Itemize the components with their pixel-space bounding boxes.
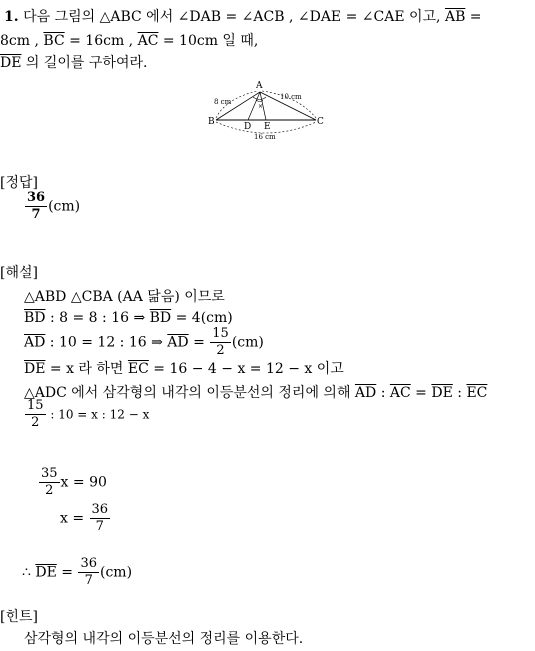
triangle-figure	[200, 78, 330, 146]
svg-text:×: ×	[258, 103, 264, 110]
bc-value: = 16cm ,	[64, 33, 134, 49]
problem-line-2: 8cm , $\overline{BC} = 16cm$ , $\overline{AC} = 10cm$ 일 때,	[0, 33, 259, 49]
equals: =	[465, 9, 482, 25]
side-ab	[216, 92, 260, 120]
hint-heading: [힌트]	[0, 609, 38, 625]
hint-text: 삼각형의 내각의 이등분선의 정리를 이용한다.	[24, 631, 304, 647]
solution-heading: [해설]	[0, 265, 38, 281]
problem-question: 의 길이를 구하여라.	[21, 55, 148, 71]
solution-step-1: △ABD △CBA (AA 닮음) 이므로	[24, 289, 225, 305]
segment-bd-2: $\overline{BD}$	[149, 310, 172, 326]
solution-step-7: $\frac{35}{2}$ x = 90	[41, 466, 107, 498]
ab-value: 8cm	[0, 33, 31, 49]
segment-ad-2: $\overline{AD}$	[167, 334, 189, 351]
solution-step-5: △ADC 에서 삼각형의 내각의 이등분선의 정리에 의해 $\overline{AD}$ : $\overline{AC} = \overline{DE}$ : $\overline{EC}$	[24, 385, 488, 401]
problem-number: 1.	[4, 9, 19, 25]
problem-line-3	[0, 52, 147, 72]
fraction-36-7: $\frac{36}{7}$	[91, 502, 109, 534]
length-ac: 10 cm	[280, 93, 302, 101]
answer-unit: (cm)	[48, 198, 81, 215]
fraction-36-7-b: $\frac{36}{7}$	[80, 556, 97, 588]
ac-value: = 10cm 일 때,	[158, 33, 259, 49]
segment-ad: $\overline{AD}$	[24, 334, 46, 351]
length-ab: 8 cm	[214, 98, 232, 106]
label-b: B	[208, 117, 215, 127]
segment-bd: $\overline{BD}$	[24, 310, 46, 326]
fraction-35-2: $\frac{35}{2}$	[41, 466, 58, 498]
length-bc: 16 cm	[254, 133, 276, 141]
fraction-15-2-b: $\frac{15}{2}$	[27, 398, 44, 430]
label-d: D	[244, 122, 252, 132]
answer-denominator: 7	[31, 207, 41, 222]
solution-step-8: x = $\frac{36}{7}$	[60, 502, 109, 534]
segment-de-2: $\overline{DE}$	[24, 361, 46, 377]
answer-fraction	[25, 190, 47, 223]
solution-step-2: $\overline{BD}$ : 8 = 8 : 16 ⇒ $\overline{BD} = 4(cm)$	[24, 310, 233, 326]
segment-bc: $\overline{BC}$	[43, 33, 65, 49]
angle-mark-2	[253, 97, 266, 100]
solution-step-4: $\overline{DE} = x$ 라 하면 $\overline{EC} = 16 - 4 - x = 12 - x$ 이고	[24, 361, 344, 377]
fraction-15-2: $\frac{15}{2}$	[212, 326, 229, 358]
solution-step-6: $\frac{15}{2}$ : 10 = x : 12 − x	[27, 398, 150, 430]
label-e: E	[264, 122, 271, 132]
problem-line-1	[4, 6, 482, 26]
answer-heading: [정답]	[0, 175, 38, 191]
segment-ac: $\overline{AC}$	[137, 33, 159, 49]
segment-ab: $\overline{AB}$	[444, 9, 466, 25]
solution-step-3: $\overline{AD}$ : 10 = 12 : 16 ⇒ $\overline{AD}$ = $\frac{15}{2}$ (cm)	[24, 326, 264, 358]
solution-conclusion: ∴ $\overline{DE}$ = $\frac{36}{7}$ (cm)	[22, 556, 133, 588]
segment-de: $\overline{DE}$	[0, 55, 22, 71]
segment-ec: $\overline{EC}$	[127, 361, 149, 377]
label-a: A	[256, 81, 263, 91]
problem-text-1: 다음 그림의 △ABC 에서 ∠DAB = ∠ACB , ∠DAE = ∠CAE 이고,	[23, 9, 441, 25]
answer-numerator: 36	[27, 190, 46, 205]
answer-value	[24, 190, 80, 223]
label-c: C	[317, 117, 324, 127]
